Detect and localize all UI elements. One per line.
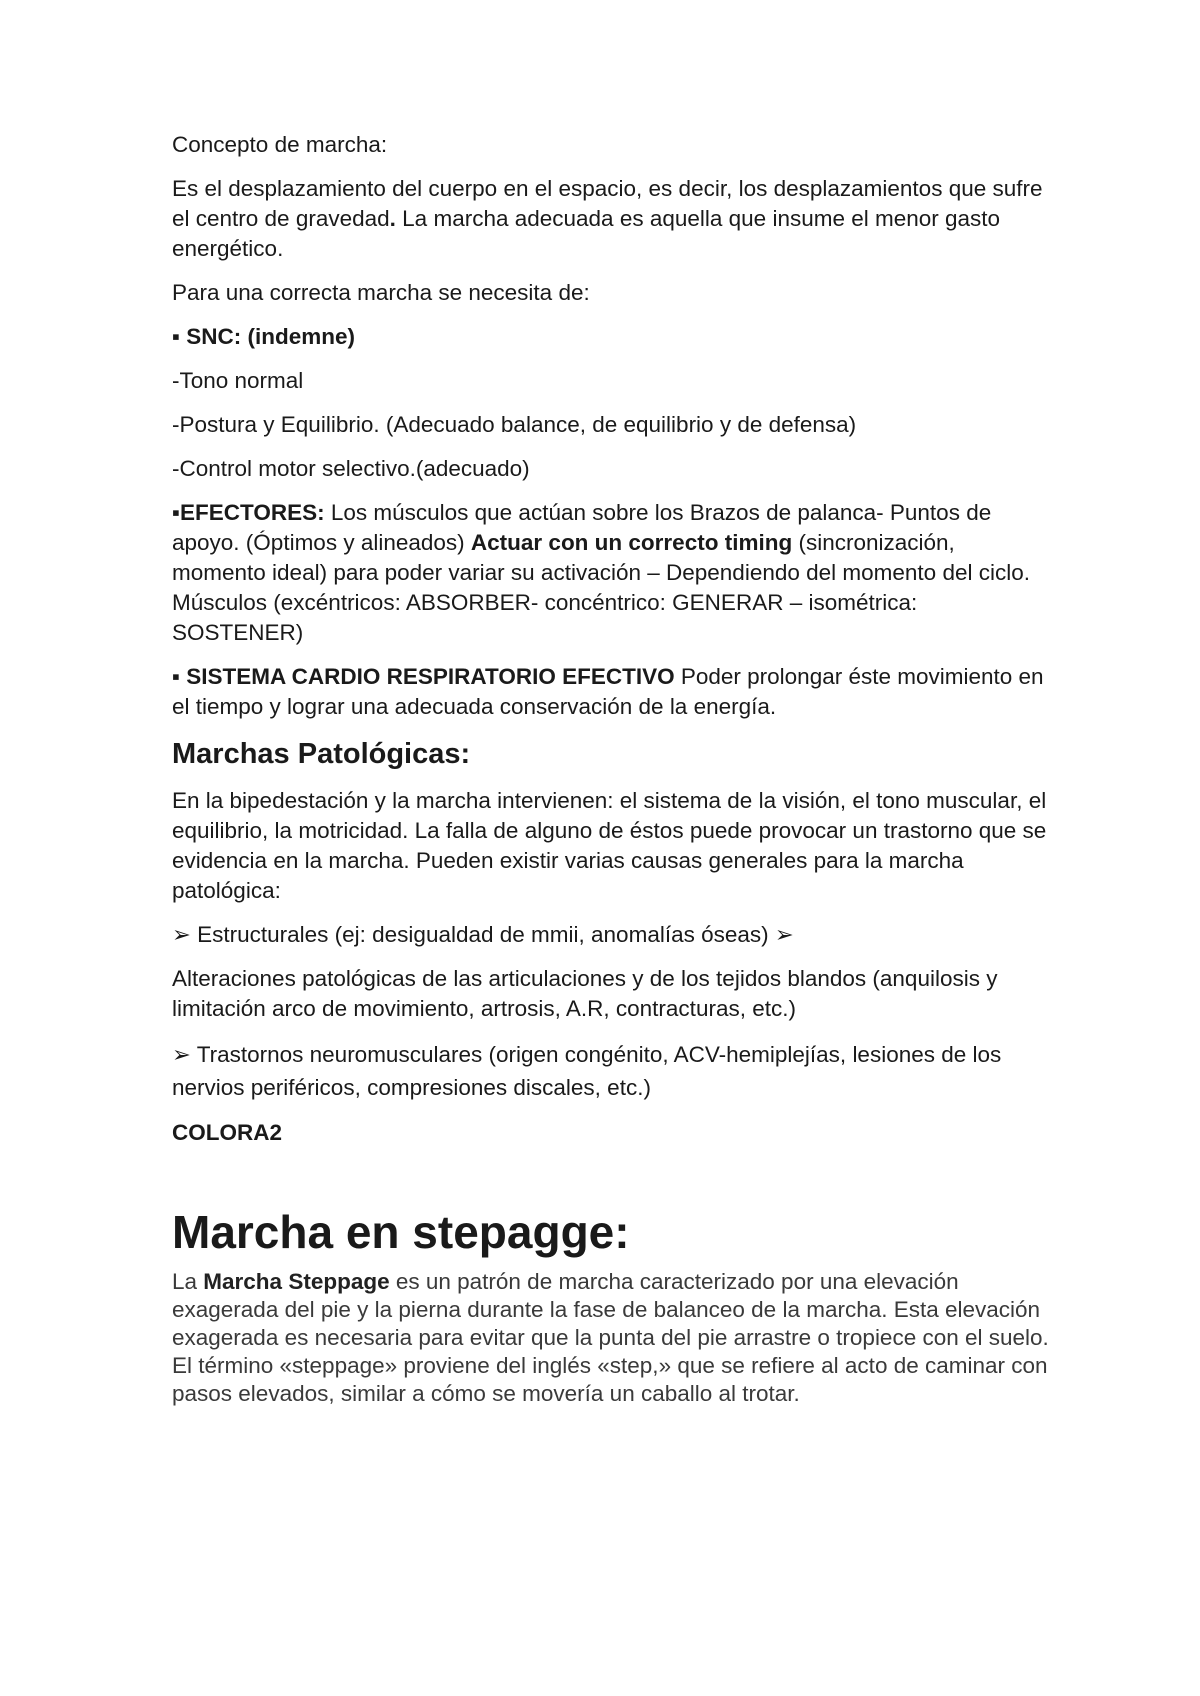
patologicas-item-alteraciones: Alteraciones patológicas de las articulaciones y de los tejidos blandos (anquilosis y limitación arco de movimiento, artrosis, A.R, contracturas, etc.) [172, 966, 998, 1021]
patologicas-item-trastornos: ➢ Trastornos neuromusculares (origen congénito, ACV-hemiplejías, lesiones de los nervios periféricos, compresiones discales, etc.) [172, 1042, 1002, 1100]
steppage-paragraph [172, 1268, 1052, 1408]
efectores-label: ▪EFECTORES: [172, 500, 325, 525]
efectores-timing: Actuar con un correcto timing [470, 530, 793, 555]
steppage-term: Marcha Steppage [203, 1269, 390, 1294]
efectores-text-b: (sincronización, momento ideal) para poder variar su activación – Dependiendo del momento del ciclo. Músculos (excéntricos: ABSORBER- concéntrico: GENERAR – isométrica: SOSTENER) [172, 530, 1030, 645]
snc-tono: -Tono normal [172, 368, 304, 393]
sistema-paragraph [172, 662, 1052, 722]
steppage-text: es un patrón de marcha caracterizado por una elevación exagerada del pie y la pierna durante la fase de balanceo de la marcha. Esta elevación exagerada es necesaria para evitar que la punta del pie arrastre o tropiece con el suelo. El término «steppage» proviene del inglés «step,» que se refiere al acto de caminar con pasos elevados, similar a cómo se movería un caballo al trotar. [172, 1269, 1049, 1406]
efectores-text-a: Los músculos que actúan sobre los Brazos de palanca- Puntos de apoyo. (Óptimos y alineados) [172, 500, 992, 555]
concepto-dot: . [389, 206, 396, 231]
requisitos-intro: Para una correcta marcha se necesita de: [172, 280, 590, 305]
patologicas-intro: En la bipedestación y la marcha intervienen: el sistema de la visión, el tono muscular, el equilibrio, la motricidad. La falla de alguno de éstos puede provocar un trastorno que se evidencia en la marcha. Pueden existir varias causas generales para la marcha patológica: [172, 788, 1047, 903]
concepto-text-b: La marcha adecuada es aquella que insume el menor gasto energético. [172, 206, 1001, 261]
steppage-title: Marcha en stepagge: [172, 1206, 630, 1258]
snc-postura: -Postura y Equilibrio. (Adecuado balance, de equilibrio y de defensa) [172, 412, 857, 437]
sistema-text: Poder prolongar éste movimiento en el tiempo y lograr una adecuada conservación de la energía. [172, 664, 1044, 719]
snc-control: -Control motor selectivo.(adecuado) [172, 456, 530, 481]
efectores-paragraph [172, 498, 1052, 648]
document-page [172, 130, 1052, 1408]
snc-heading: ▪ SNC: (indemne) [172, 324, 355, 349]
sistema-label: ▪ SISTEMA CARDIO RESPIRATORIO EFECTIVO [172, 664, 675, 689]
concepto-text-a: Es el desplazamiento del cuerpo en el espacio, es decir, los desplazamientos que sufre el centro de gravedad [172, 176, 1043, 231]
author-signature: COLORA2 [172, 1120, 283, 1145]
patologicas-title: Marchas Patológicas: [172, 738, 471, 770]
patologicas-item-estructurales: ➢ Estructurales (ej: desigualdad de mmii, anomalías óseas) ➢ [172, 922, 794, 947]
steppage-lead: La [172, 1269, 204, 1294]
concepto-paragraph [172, 174, 1052, 264]
concepto-title: Concepto de marcha: [172, 132, 388, 157]
